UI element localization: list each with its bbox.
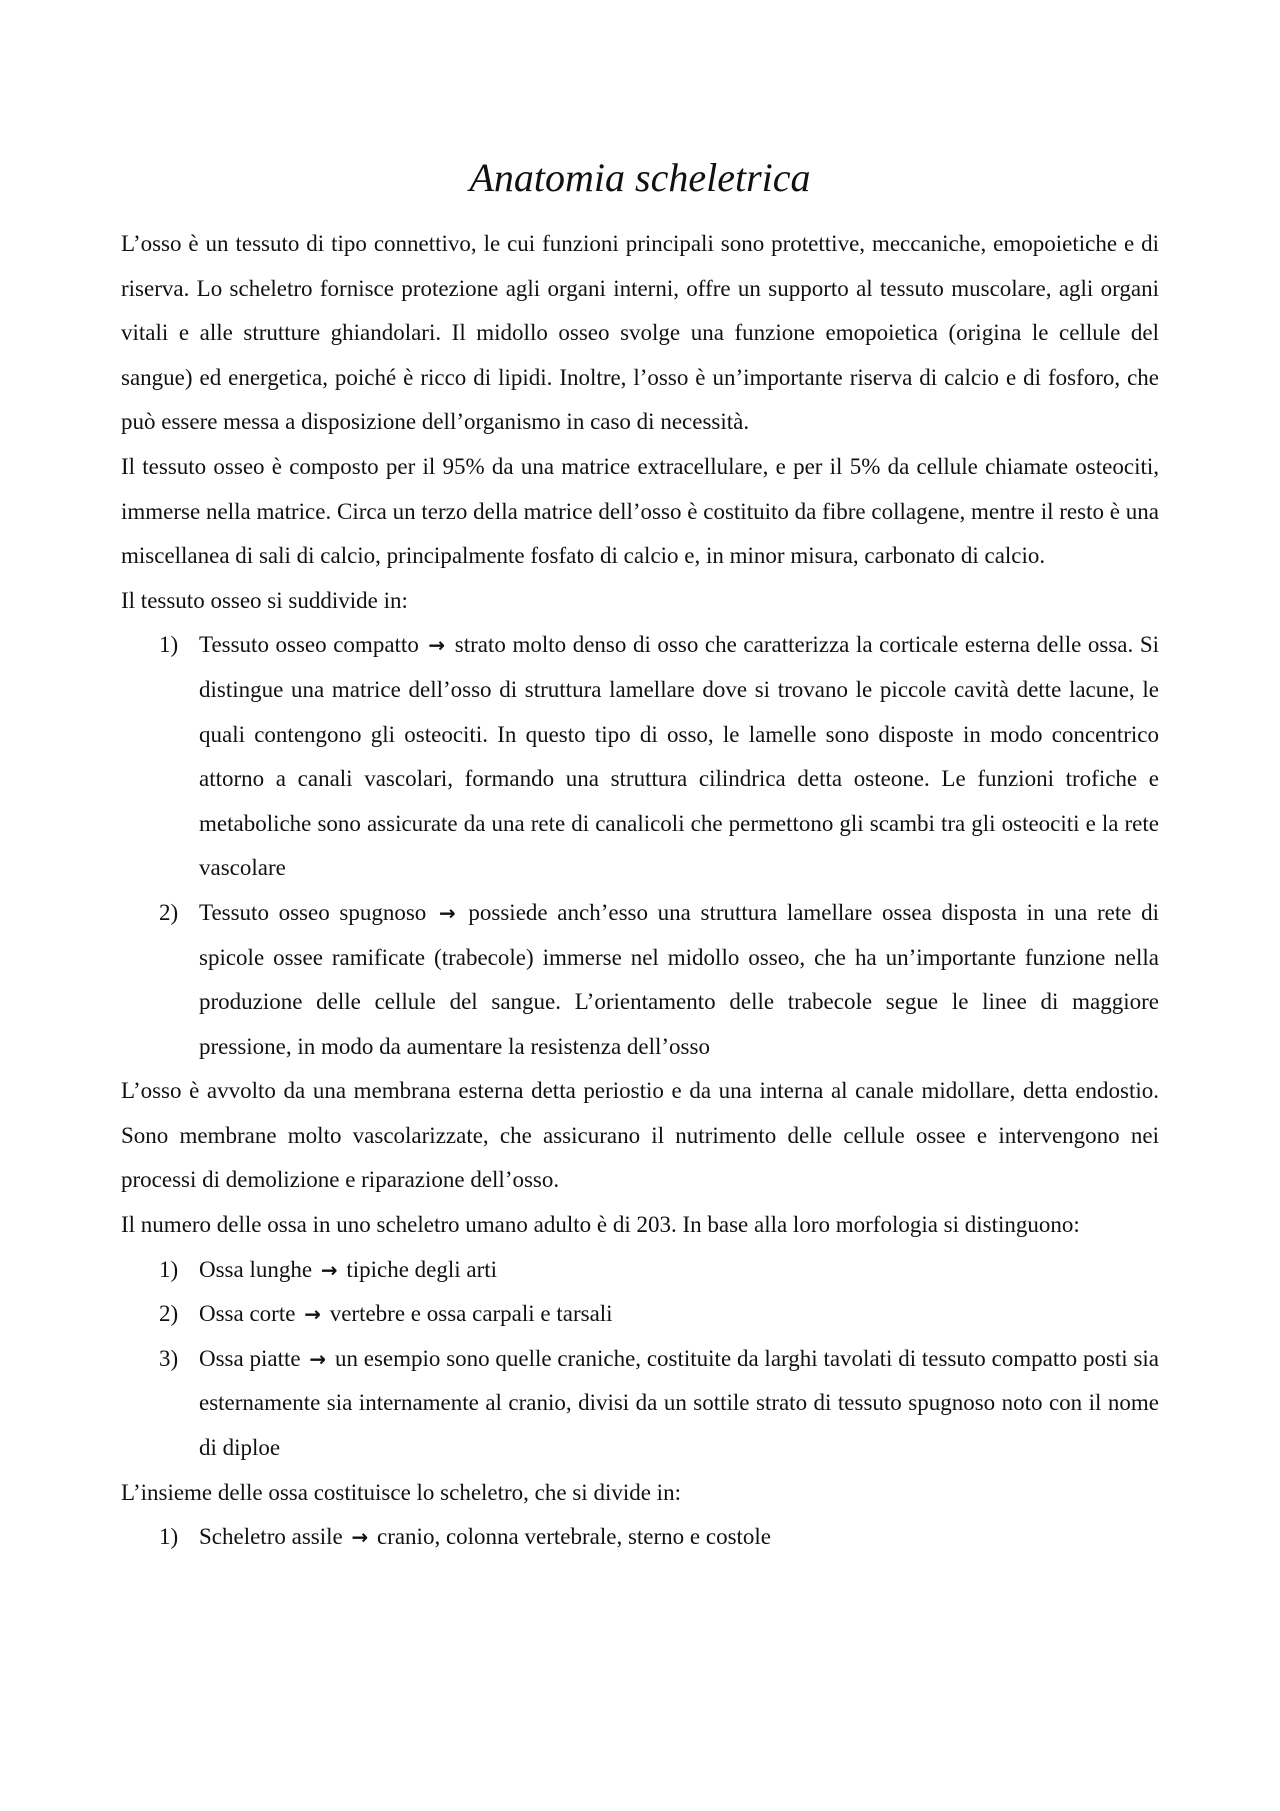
list-item <box>121 1292 1159 1337</box>
arrow-right-icon: → <box>438 900 456 925</box>
list-item-text: un esempio sono quelle craniche, costituite da larghi tavolati di tessuto compatto posti sia esternamente sia internamente al cranio, divisi da un sottile strato di tessuto spugnoso noto con il nome di diploe <box>199 1345 1160 1461</box>
list-item <box>121 1337 1159 1471</box>
list-item-text: possiede anch’esso una struttura lamellare ossea disposta in una rete di spicole ossee ramificate (trabecole) immerse nel midollo osseo, che ha un’importante funzione nella produzione delle cellule del sangue. L’orientamento delle trabecole segue le linee di maggiore pressione, in modo da aumentare la resistenza dell’osso <box>199 899 1160 1059</box>
list-item-text: tipiche degli arti <box>346 1256 498 1282</box>
list-item-text: cranio, colonna vertebrale, sterno e costole <box>376 1524 772 1550</box>
list-item-term: Tessuto osseo spugnoso <box>199 899 427 925</box>
paragraph-bone-count: Il numero delle ossa in uno scheletro umano adulto è di 203. In base alla loro morfologia si distinguono: <box>121 1212 1080 1238</box>
page-title: Anatomia scheletrica <box>469 155 811 200</box>
list-item <box>121 1515 1159 1560</box>
list-item-term: Scheletro assile <box>199 1524 343 1550</box>
list-item-number: 2) <box>159 899 179 925</box>
list-item-term: Ossa lunghe <box>199 1256 313 1282</box>
list-item <box>121 1248 1159 1293</box>
list-item-term: Tessuto osseo compatto <box>199 632 419 658</box>
arrow-right-icon: → <box>351 1525 369 1550</box>
arrow-right-icon: → <box>309 1346 327 1371</box>
bone-shapes-list <box>121 1248 1159 1471</box>
list-item-text: strato molto denso di osso che caratterizza la corticale esterna delle ossa. Si distingue una matrice dell’osso di struttura lamellare dove si trovano le piccole cavità dette lacune, le quali contengono gli osteociti. In questo tipo di osso, le lamelle sono disposte in modo concentrico attorno a canali vascolari, formando una struttura cilindrica detta osteone. Le funzioni trofiche e metaboliche sono assicurate da una rete di canalicoli che permettono gli scambi tra gli osteociti e la rete vascolare <box>199 632 1160 881</box>
list-item-term: Ossa piatte <box>199 1345 301 1371</box>
document-page <box>121 150 1159 1560</box>
list-item-term: Ossa corte <box>199 1301 296 1327</box>
list-item <box>121 623 1159 891</box>
tissue-types-list <box>121 623 1159 1069</box>
list-item-number: 1) <box>159 632 179 658</box>
list-item-number: 3) <box>159 1345 179 1371</box>
arrow-right-icon: → <box>320 1257 338 1282</box>
paragraph-bone-composition: Il tessuto osseo è composto per il 95% da una matrice extracellulare, e per il 5% da cellule chiamate osteociti, immerse nella matrice. Circa un terzo della matrice dell’osso è costituito da fibre collagene, mentre il resto è una miscellanea di sali di calcio, principalmente fosfato di calcio e, in minor misura, carbonato di calcio. <box>121 453 1159 569</box>
list-item-number: 1) <box>159 1524 179 1550</box>
paragraph-periosteum: L’osso è avvolto da una membrana esterna detta periostio e da una interna al canale midollare, detta endostio. Sono membrane molto vascolarizzate, che assicurano il nutrimento delle cellule ossee e intervengono nei processi di demolizione e riparazione dell’osso. <box>121 1078 1159 1193</box>
skeleton-parts-list <box>121 1515 1159 1560</box>
list-item-number: 1) <box>159 1256 179 1282</box>
arrow-right-icon: → <box>428 633 446 658</box>
list-item <box>121 891 1159 1069</box>
paragraph-skeleton-division: L’insieme delle ossa costituisce lo scheletro, che si divide in: <box>121 1479 681 1505</box>
paragraph-tissue-intro: Il tessuto osseo si suddivide in: <box>121 587 408 613</box>
arrow-right-icon: → <box>304 1302 321 1327</box>
list-item-text: vertebre e ossa carpali e tarsali <box>329 1301 613 1327</box>
paragraph-bone-functions: L’osso è un tessuto di tipo connettivo, le cui funzioni principali sono protettive, meccaniche, emopoietiche e di riserva. Lo scheletro fornisce protezione agli organi interni, offre un supporto al tessuto muscolare, agli organi vitali e alle strutture ghiandolari. Il midollo osseo svolge una funzione emopoietica (origina le cellule del sangue) ed energetica, poiché è ricco di lipidi. Inoltre, l’osso è un’importante riserva di calcio e di fosforo, che può essere messa a disposizione dell’organismo in caso di necessità. <box>121 231 1159 435</box>
list-item-number: 2) <box>159 1301 179 1327</box>
